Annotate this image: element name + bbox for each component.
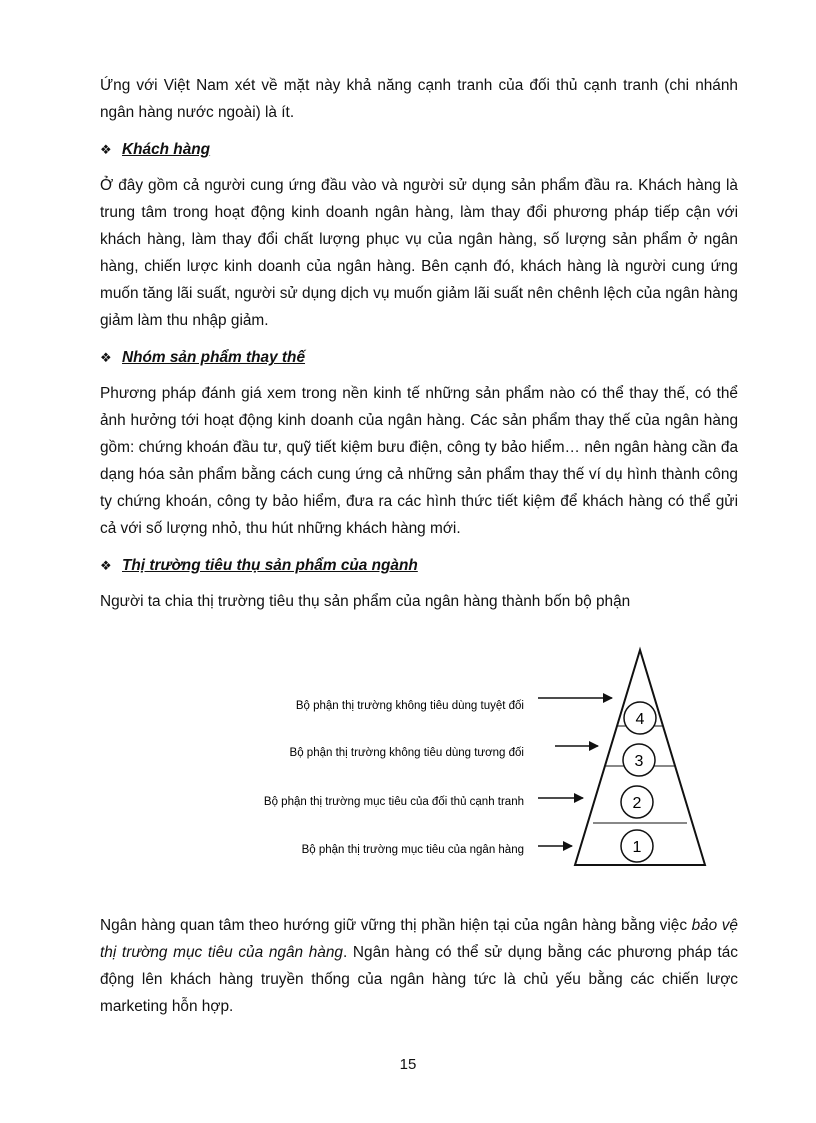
section-heading-substitutes [100,346,738,370]
level-1-label: Bộ phận thị trường mục tiêu của ngân hàng [301,844,524,856]
level-2-label: Bộ phận thị trường mục tiêu của đối thủ cạnh tranh [263,796,524,808]
intro-paragraph: Ứng với Việt Nam xét về mặt này khả năng cạnh tranh của đối thủ cạnh tranh (chi nhánh ngân hàng nước ngoài) là ít. [100,77,738,121]
heading-text: Thị trường tiêu thụ sản phẩm của ngành [122,557,418,574]
level-1-number: 1 [632,839,642,856]
page-number: 15 [399,1056,417,1073]
level-2-number: 2 [632,795,642,812]
diamond-bullet-icon: ❖ [100,350,112,365]
market-paragraph: Người ta chia thị trường tiêu thụ sản phẩm của ngân hàng thành bốn bộ phận [100,593,631,610]
section-heading-market [100,554,738,578]
closing-text-before: Ngân hàng quan tâm theo hướng giữ vững thị phần hiện tại của ngân hàng bằng việc [100,917,692,934]
level-3-label: Bộ phận thị trường không tiêu dùng tương đối [289,747,524,759]
level-3-number: 3 [634,753,644,770]
diamond-bullet-icon: ❖ [100,142,112,157]
customers-paragraph: Ở đây gồm cả người cung ứng đầu vào và người sử dụng sản phẩm đầu ra. Khách hàng là trung tâm trong hoạt động kinh doanh ngân hàng, làm thay đổi phương pháp tiếp cận với khách hàng, làm thay đổi chất lượng phục vụ của ngân hàng, số lượng sản phẩm ở ngân hàng, chiến lược kinh doanh của ngân hàng. Bên cạnh đó, khách hàng là người cung ứng muốn tăng lãi suất, người sử dụng dịch vụ muốn giảm lãi suất nên chênh lệch của ngân hàng giảm làm thu nhập giảm. [100,177,738,329]
heading-text: Khách hàng [122,141,211,158]
page-body [100,72,738,627]
market-pyramid-diagram [0,640,816,880]
heading-text: Nhóm sản phẩm thay thế [122,349,306,366]
closing-emphasis: bảo vệ thị trường mục tiêu của ngân hàng [100,917,738,961]
level-4-number: 4 [635,711,645,728]
substitutes-paragraph: Phương pháp đánh giá xem trong nền kinh tế những sản phẩm nào có thể thay thế, có thể ảnh hưởng tới hoạt động kinh doanh của ngân hàng. Các sản phẩm thay thế của ngân hàng gồm: chứng khoán đầu tư, quỹ tiết kiệm bưu điện, công ty bảo hiểm… nên ngân hàng cần đa dạng hóa sản phẩm bằng cách cung ứng cả những sản phẩm thay thế ví dụ hình thành công ty chứng khoán, công ty bảo hiểm, đưa ra các hình thức tiết kiệm để khách hàng có thể gửi cả với số lượng nhỏ, thu hút những khách hàng mới. [100,385,738,537]
section-heading-customers [100,138,738,162]
closing-paragraph [100,912,738,1020]
diamond-bullet-icon: ❖ [100,558,112,573]
level-4-label: Bộ phận thị trường không tiêu dùng tuyệt đối [295,700,524,712]
closing-text-after: . Ngân hàng có thể sử dụng bằng các phương pháp tác động lên khách hàng truyền thống của ngân hàng tức là chủ yếu bằng các chiến lược marketing hỗn hợp. [100,944,738,1015]
